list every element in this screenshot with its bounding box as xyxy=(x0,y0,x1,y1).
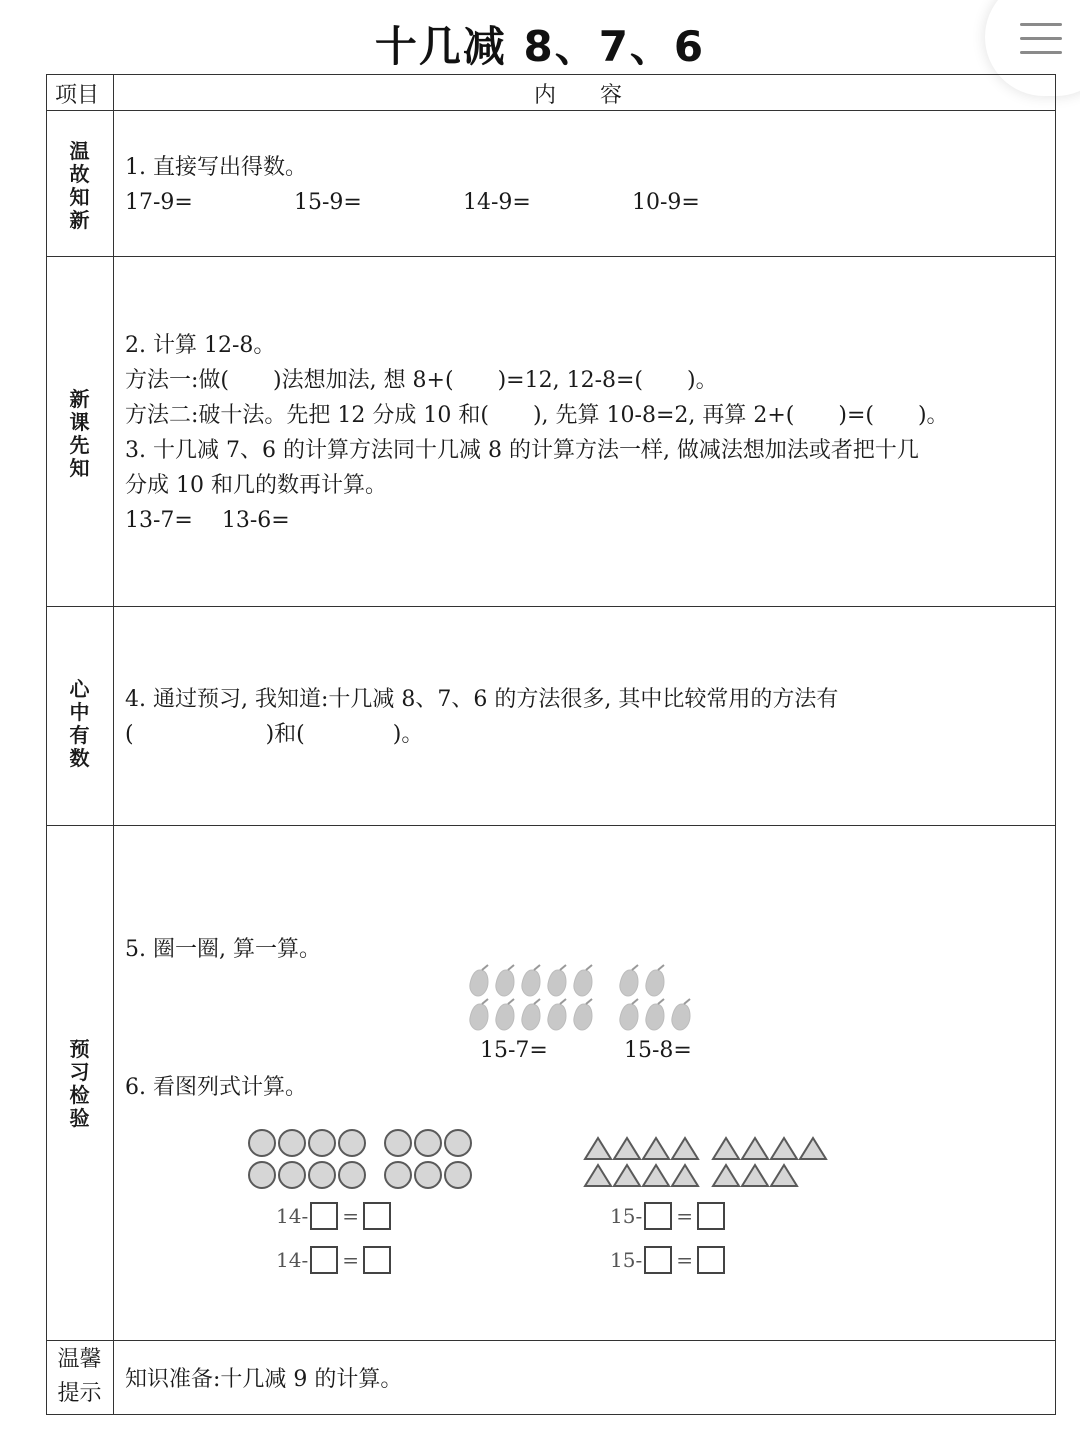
question-5: 5. 圈一圈, 算一算。 xyxy=(125,937,321,962)
pear-icon xyxy=(672,999,690,1030)
equal-sign: = xyxy=(676,1248,693,1272)
equal-sign: = xyxy=(342,1204,359,1228)
equation: 15-9= xyxy=(294,190,362,215)
pear-icon xyxy=(522,999,540,1030)
equation: 14-9= xyxy=(463,190,531,215)
answer-box[interactable] xyxy=(363,1202,391,1230)
pear-icon xyxy=(548,999,566,1030)
pear-group xyxy=(466,964,706,1034)
pear-icon xyxy=(646,999,664,1030)
box-equation xyxy=(610,1246,727,1274)
answer-box[interactable] xyxy=(310,1246,338,1274)
equal-sign: = xyxy=(676,1204,693,1228)
question-1: 1. 直接写出得数。 xyxy=(125,155,307,180)
pear-icon xyxy=(620,999,638,1030)
triangle-group xyxy=(582,1134,838,1192)
equation-prefix: 14- xyxy=(276,1248,309,1272)
side-label-summary: 心 中 有 数 xyxy=(69,677,90,770)
equation: 15-7= xyxy=(480,1038,548,1063)
pear-icon xyxy=(574,965,592,996)
answer-box[interactable] xyxy=(697,1246,725,1274)
circle-icon xyxy=(249,1130,471,1188)
page-title: 十几减 8、7、6 xyxy=(374,22,706,71)
answer-box[interactable] xyxy=(363,1246,391,1274)
tip-text: 知识准备:十几减 9 的计算。 xyxy=(125,1367,403,1392)
pear-icon xyxy=(646,965,664,996)
pear-icon xyxy=(496,965,514,996)
equal-sign: = xyxy=(342,1248,359,1272)
side-label-line: 温馨 xyxy=(57,1347,102,1372)
pear-icon xyxy=(496,999,514,1030)
circle-group xyxy=(246,1127,476,1193)
equation-prefix: 15- xyxy=(610,1204,643,1228)
worksheet-table xyxy=(46,74,1056,1415)
equation: 10-9= xyxy=(632,190,700,215)
equation-prefix: 14- xyxy=(276,1204,309,1228)
question-6: 6. 看图列式计算。 xyxy=(125,1075,307,1100)
answer-box[interactable] xyxy=(644,1246,672,1274)
side-label-check: 预 习 检 验 xyxy=(69,1037,90,1130)
box-equation xyxy=(276,1246,393,1274)
pear-icon xyxy=(620,965,638,996)
answer-box[interactable] xyxy=(310,1202,338,1230)
menu-icon-bar xyxy=(1020,37,1062,40)
menu-icon-bar xyxy=(1020,51,1062,54)
header-item: 项目 xyxy=(55,83,100,108)
side-label-review: 温 故 知 新 xyxy=(69,139,90,232)
box-equation xyxy=(276,1202,393,1230)
pear-icon xyxy=(470,965,488,996)
side-label-new-lesson: 新 课 先 知 xyxy=(69,387,90,480)
equation: 15-8= xyxy=(624,1038,692,1063)
pear-icon xyxy=(548,965,566,996)
side-label-line: 提示 xyxy=(57,1381,102,1406)
question-3-cont: 分成 10 和几的数再计算。 xyxy=(125,473,387,498)
pear-icon xyxy=(522,965,540,996)
method-1: 方法一:做( )法想加法, 想 8+( )=12, 12-8=( )。 xyxy=(125,368,718,393)
equation: 17-9= xyxy=(125,190,193,215)
pear-icon xyxy=(470,999,488,1030)
question-4: 4. 通过预习, 我知道:十几减 8、7、6 的方法很多, 其中比较常用的方法有 xyxy=(125,687,839,712)
box-equation xyxy=(610,1202,727,1230)
header-content: 内 容 xyxy=(534,83,623,108)
question-3: 3. 十几减 7、6 的计算方法同十几减 8 的计算方法一样, 做减法想加法或者把十几 xyxy=(125,438,919,463)
question-2: 2. 计算 12-8。 xyxy=(125,333,276,358)
method-2: 方法二:破十法。先把 12 分成 10 和( ), 先算 10-8=2, 再算 2+( )=( )。 xyxy=(125,403,949,428)
question-4-blanks: ( )和( )。 xyxy=(125,722,424,747)
equation-prefix: 15- xyxy=(610,1248,643,1272)
pear-icon xyxy=(574,999,592,1030)
equations-13: 13-7= 13-6= xyxy=(125,508,290,533)
answer-box[interactable] xyxy=(697,1202,725,1230)
menu-icon xyxy=(1020,23,1062,26)
answer-box[interactable] xyxy=(644,1202,672,1230)
side-label-tips xyxy=(46,1343,113,1411)
triangle-icon xyxy=(585,1138,826,1186)
